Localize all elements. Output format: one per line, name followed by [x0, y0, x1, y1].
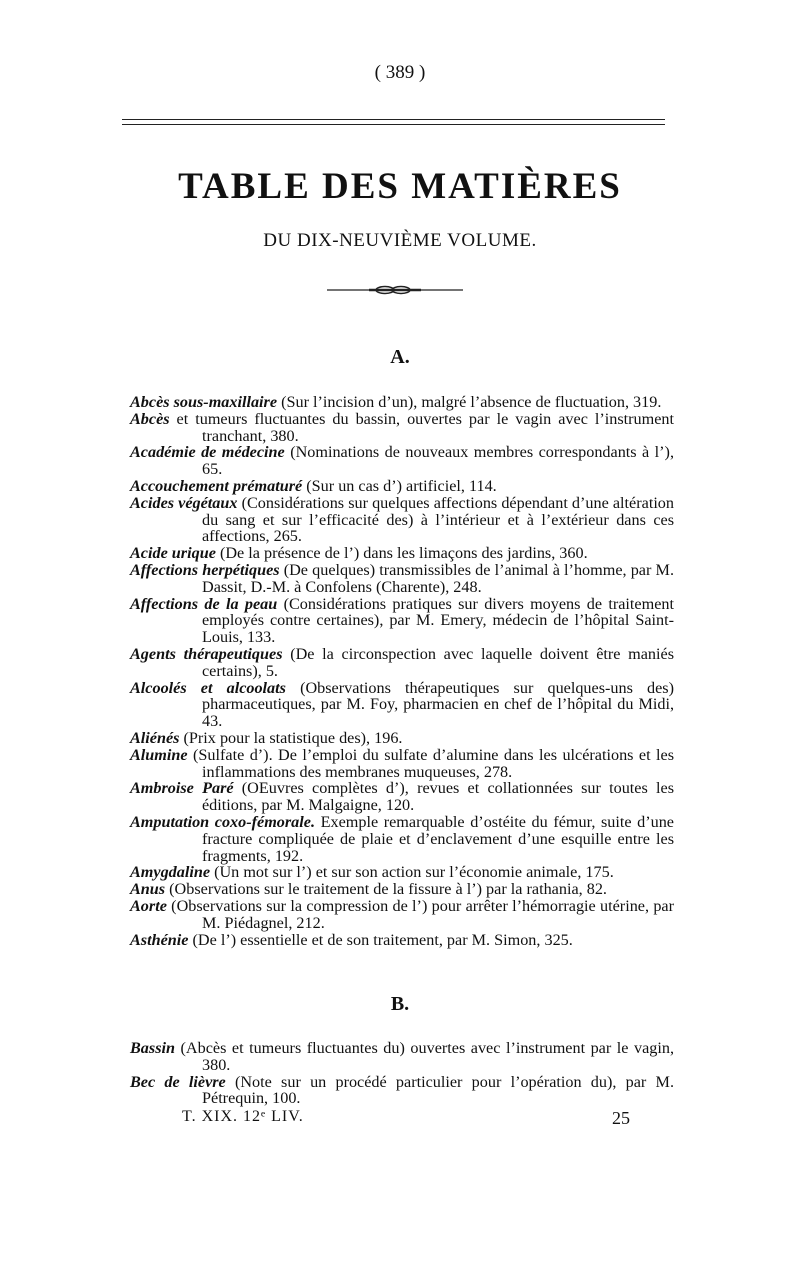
top-rule-lower [122, 124, 665, 125]
index-entry [130, 411, 674, 445]
index-entry [130, 780, 674, 814]
entry-text: (Sur l’incision d’un), malgré l’absence de fluctuation, 319. [277, 393, 662, 411]
index-entry [130, 1040, 674, 1074]
entry-heading: Alcoolés et alcoolats [130, 678, 286, 697]
entry-heading: Ambroise Paré [130, 779, 234, 798]
entry-heading: Amputation coxo-fémorale. [130, 812, 315, 831]
index-entry [130, 495, 674, 545]
index-entry [130, 898, 674, 932]
index-entry [130, 545, 674, 562]
entry-text: (Sur un cas d’) artificiel, 114. [302, 476, 497, 495]
sheet-number: 25 [612, 1108, 630, 1128]
entry-heading: Accouchement prématuré [130, 476, 303, 495]
entry-text: (De l’) essentielle et de son traitement, par M. Simon, 325. [188, 930, 573, 949]
entry-text: (Abcès et tumeurs fluctuantes du) ouvertes avec l’instrument par le vagin, 380. [175, 1039, 674, 1074]
index-entry [130, 730, 674, 747]
entry-heading: Acides végétaux [130, 493, 238, 512]
entry-text: (OEuvres complètes d’), revues et collationnées sur toutes les éditions, par M. Malgaigne, 120. [202, 779, 674, 815]
index-entry [130, 932, 674, 949]
entry-heading: Amygdaline [130, 863, 211, 882]
entry-heading: Académie de médecine [130, 443, 285, 462]
entry-heading: Anus [130, 880, 166, 899]
entry-heading: Affections de la peau [130, 594, 278, 613]
section-b-entries [130, 1040, 674, 1107]
entry-heading: Acide urique [130, 544, 216, 563]
entry-heading: Bec de lièvre [130, 1072, 226, 1091]
index-entry [130, 444, 674, 478]
index-entry [130, 1074, 674, 1108]
entry-heading: Aliénés [130, 728, 180, 747]
entry-text: (Considérations pratiques sur divers moyens de traitement employés contre certaines), par M. Emery, médecin de l’hôpital Saint-Louis, 133. [202, 594, 674, 647]
entry-heading: Abcès [130, 409, 170, 428]
section-a-entries [130, 394, 674, 948]
index-entry [130, 394, 674, 411]
entry-heading: Bassin [130, 1039, 175, 1057]
entry-text: (De quelques) transmissibles de l’animal à l’homme, par M. Dassit, D.-M. à Confolens (Charente), 248. [202, 560, 674, 596]
entry-text: Exemple remarquable d’ostéite du fémur, suite d’une fracture compliquée de plaie et d’enclavement d’une esquille entre les fragments, 192. [202, 812, 674, 865]
index-entry [130, 864, 674, 881]
entry-heading: Asthénie [130, 930, 189, 949]
index-entry [130, 680, 674, 730]
index-entry [130, 747, 674, 781]
entry-text: et tumeurs fluctuantes du bassin, ouvertes par le vagin avec l’instrument tranchant, 380. [169, 409, 674, 445]
entry-text: (De la circonspection avec laquelle doivent être maniés certains), 5. [202, 644, 674, 680]
entry-text: (Observations sur le traitement de la fissure à l’) par la rathania, 82. [165, 880, 607, 899]
entry-heading: Alumine [130, 745, 188, 764]
index-entry [130, 562, 674, 596]
signature-mark: T. XIX. 12ᵉ LIV. [182, 1108, 304, 1125]
entry-text: (Prix pour la statistique des), 196. [179, 728, 403, 747]
entry-heading: Abcès sous-maxillaire [130, 393, 278, 411]
entry-text: (Note sur un procédé particulier pour l’opération du), par M. Pétrequin, 100. [202, 1072, 674, 1108]
section-letter-b: B. [390, 993, 410, 1015]
top-rule-upper [122, 119, 665, 120]
index-entry [130, 646, 674, 680]
entry-text: (Un mot sur l’) et sur son action sur l’économie animale, 175. [210, 863, 614, 882]
index-entry [130, 814, 674, 864]
entry-text: (Nominations de nouveaux membres correspondants à l’), 65. [202, 443, 674, 479]
entry-text: (Observations sur la compression de l’) pour arrêter l’hémorragie utérine, par M. Piédagnel, 212. [166, 896, 674, 932]
index-entry [130, 596, 674, 646]
entry-heading: Agents thérapeutiques [130, 644, 283, 663]
ornament-divider [327, 284, 463, 296]
section-letter-a: A. [390, 346, 410, 368]
entry-text: (Considérations sur quelques affections dépendant d’une altération du sang et sur l’efficacité des) à l’intérieur et à l’extérieur dans ces affections, 265. [202, 493, 674, 546]
entry-heading: Aorte [130, 896, 167, 915]
index-entry [130, 881, 674, 898]
entry-text: (Observations thérapeutiques sur quelques-uns des) pharmaceutiques, par M. Foy, pharmacien en chef de l’hôpital du Midi, 43. [202, 678, 674, 731]
index-entry [130, 478, 674, 495]
entry-text: (Sulfate d’). De l’emploi du sulfate d’alumine dans les ulcérations et les inflammations des membranes muqueuses, 278. [187, 745, 674, 781]
entry-text: (De la présence de l’) dans les limaçons des jardins, 360. [215, 544, 588, 563]
page-number: ( 389 ) [374, 62, 426, 83]
page-subtitle: DU DIX-NEUVIÈME VOLUME. [263, 230, 537, 251]
page-title: TABLE DES MATIÈRES [178, 166, 622, 207]
page-footer [182, 1108, 630, 1126]
entry-heading: Affections herpétiques [130, 560, 280, 579]
